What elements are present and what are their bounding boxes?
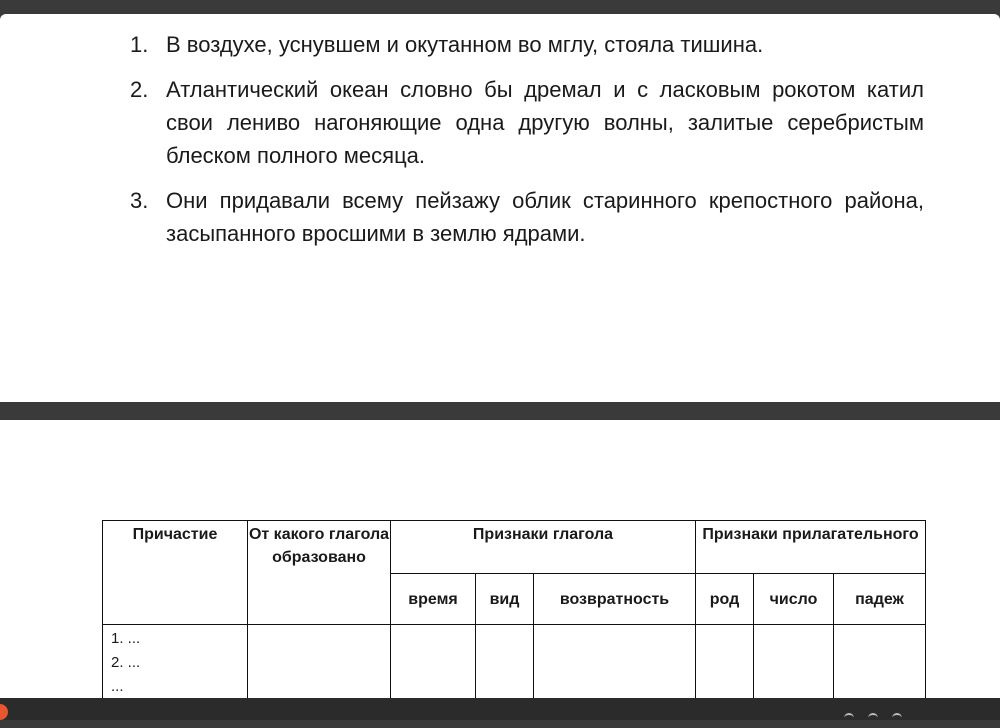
header-from-verb: От какого глагола образовано [248, 521, 391, 625]
sentence-item-3 [130, 184, 924, 250]
header-adjective-features: Признаки прилагательного [696, 521, 926, 574]
header-participle: Причастие [103, 521, 248, 625]
battery-icon[interactable] [892, 713, 902, 723]
header-aspect: вид [476, 574, 534, 625]
table-header-row [103, 521, 926, 574]
viewer-top-strip [0, 0, 1000, 14]
header-verb-features: Признаки глагола [391, 521, 696, 574]
table-row [103, 625, 926, 699]
table-cell [754, 625, 834, 699]
row-label-2: 2. ... [111, 654, 141, 671]
row-label-more: ... [111, 678, 124, 695]
header-case: падеж [834, 574, 926, 625]
volume-icon[interactable] [868, 713, 878, 723]
system-tray [830, 710, 940, 720]
row-label-1: 1. ... [111, 630, 141, 647]
sentence-number: 1. [130, 32, 149, 57]
row-labels [103, 625, 247, 698]
participle-analysis-table [102, 520, 926, 698]
sentence-item-1 [130, 28, 924, 61]
app-icon[interactable] [0, 704, 8, 720]
sentence-text: В воздухе, уснувшем и окутанном во мглу, стояла тишина. [166, 32, 764, 57]
page-gap [0, 402, 1000, 420]
sentence-list [130, 28, 924, 262]
table-cell [476, 625, 534, 699]
table-cell [391, 625, 476, 699]
header-number: число [754, 574, 834, 625]
sentence-text: Атлантический океан словно бы дремал и с ласковым рокотом катил свои лениво нагоняющие одна другую волны, залитые серебристым блеском полного месяца. [166, 77, 924, 168]
table-cell [534, 625, 696, 699]
sentence-number: 3. [130, 188, 149, 213]
table-cell [696, 625, 754, 699]
sentence-number: 2. [130, 77, 149, 102]
header-gender: род [696, 574, 754, 625]
taskbar [0, 698, 1000, 720]
sentence-text: Они придавали всему пейзажу облик старинного крепостного района, засыпанного вросшими в землю ядрами. [166, 188, 924, 246]
document-page-1 [0, 14, 1000, 402]
document-page-2 [0, 420, 1000, 698]
table-cell-participle [103, 625, 248, 699]
header-reflexivity: возвратность [534, 574, 696, 625]
table-cell [248, 625, 391, 699]
header-tense: время [391, 574, 476, 625]
sentence-item-2 [130, 73, 924, 172]
wifi-icon[interactable] [844, 713, 854, 723]
table-cell [834, 625, 926, 699]
